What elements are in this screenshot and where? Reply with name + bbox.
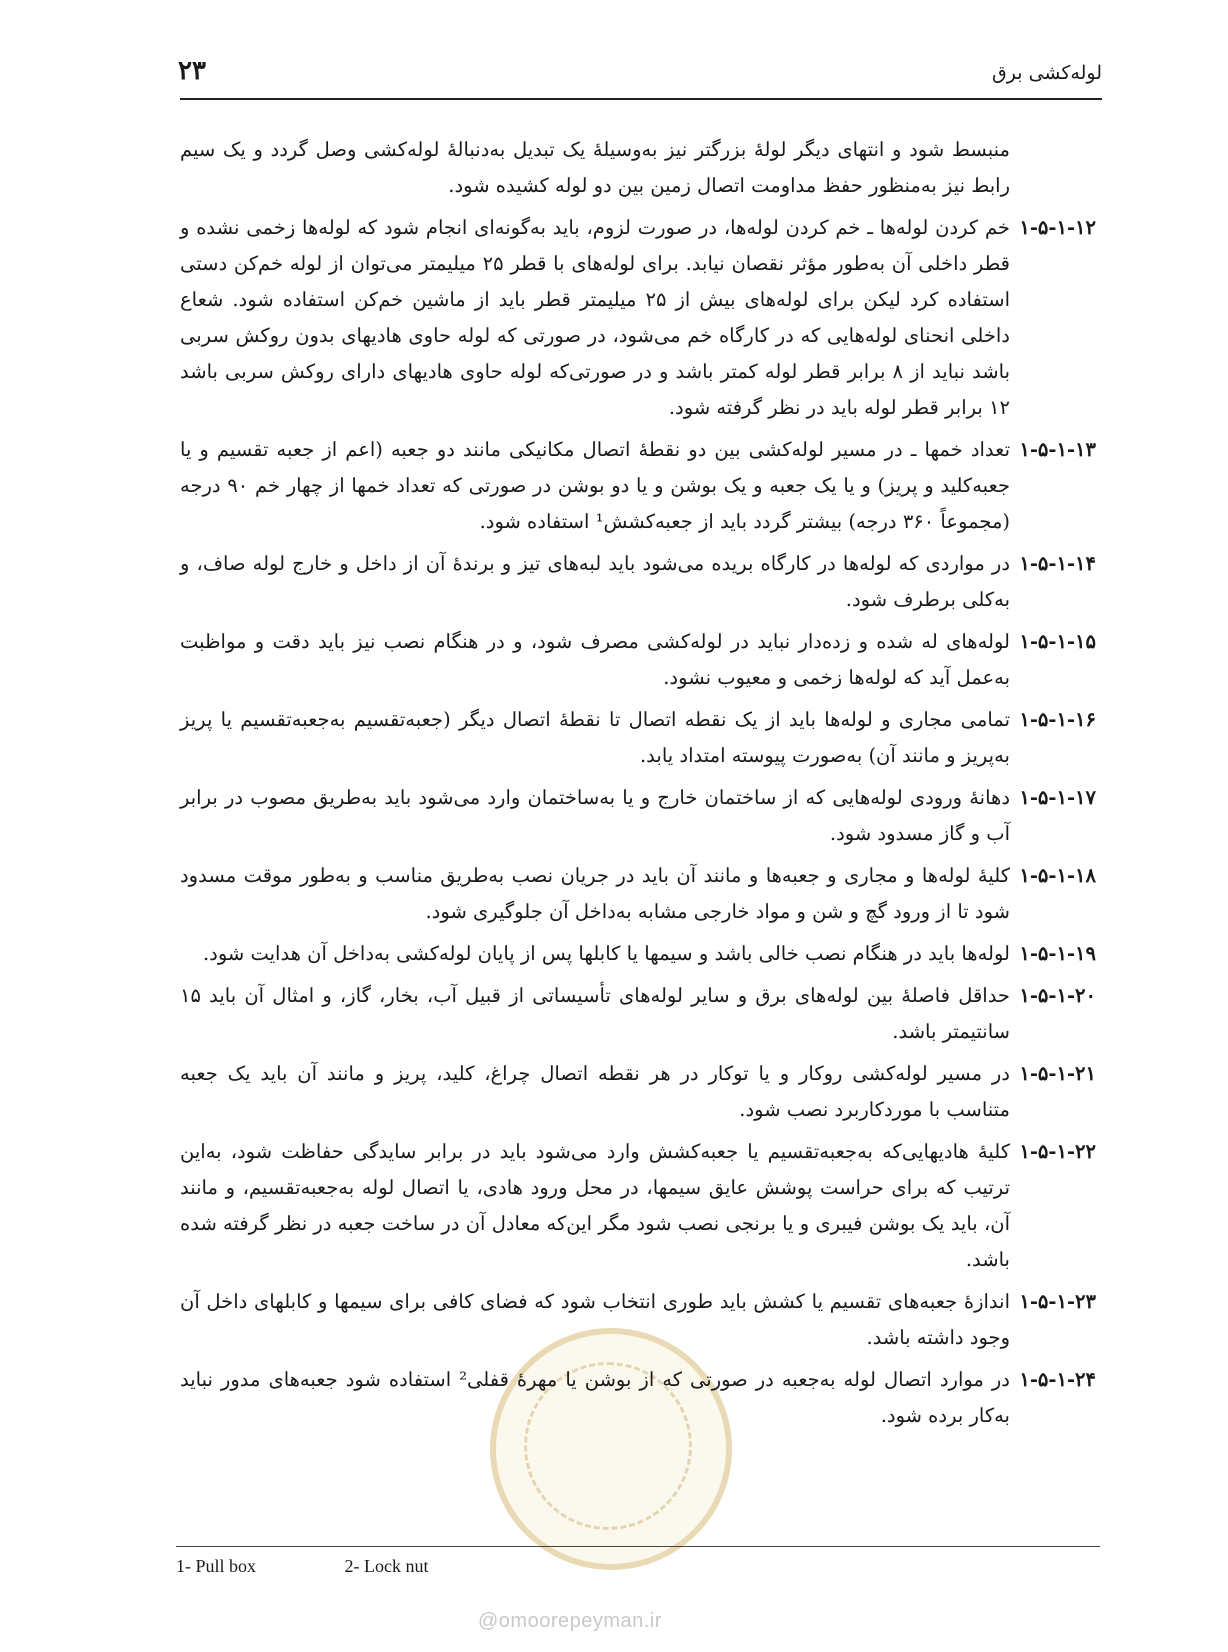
- running-title: لوله‌کشی برق: [992, 62, 1102, 84]
- clause-number: ۱-۵-۱-۱۸: [1019, 864, 1096, 887]
- clause-text: تمامی مجاری و لوله‌ها باید از یک نقطه اتصال تا نقطهٔ اتصال دیگر (جعبه‌تقسیم به‌جعبه‌تقسیم یا پریز به‌پریز و مانند آن) به‌صورت پیوسته امتداد یابد.: [180, 708, 1010, 767]
- clause-paragraph: [180, 1362, 1096, 1434]
- header-rule: [180, 98, 1102, 100]
- page-number: ۲۳: [178, 56, 206, 86]
- clause-number: ۱-۵-۱-۲۲: [1019, 1140, 1096, 1163]
- body-text: [180, 132, 1096, 1524]
- watermark-url: @omoorepeyman.ir: [478, 1610, 662, 1632]
- clause-paragraph: [180, 546, 1096, 618]
- clause-text: در موارد اتصال لوله به‌جعبه در صورتی که از بوشن یا مهرهٔ قفلی² استفاده شود جعبه‌های مدور نباید به‌کار برده شود.: [180, 1368, 1010, 1427]
- clause-text: در مواردی که لوله‌ها در کارگاه بریده می‌شود باید لبه‌های تیز و برندهٔ آن از داخل و خارج لوله صاف، و به‌کلی برطرف شود.: [180, 552, 1010, 611]
- clause-text: کلیهٔ هادیهایی‌که به‌جعبه‌تقسیم یا جعبه‌کشش وارد می‌شود باید در برابر سایدگی حفاظت شود، به‌این ترتیب که برای حراست پوشش عایق سیمها، در محل ورود هادی، یا اتصال لوله به‌جعبه‌تقسیم، و مانند آن، باید یک بوشن فیبری و یا برنجی نصب شود مگر این‌که معادل آن در ساخت جعبه در نظر گرفته شده باشد.: [180, 1140, 1010, 1271]
- continuation-paragraph: منبسط شود و انتهای دیگر لولهٔ بزرگتر نیز به‌وسیلهٔ یک تبدیل به‌دنبالهٔ لوله‌کشی وصل گردد و یک سیم رابط نیز به‌منظور حفظ مداومت اتصال زمین بین دو لوله کشیده شود.: [180, 138, 1010, 197]
- clause-number: ۱-۵-۱-۱۹: [1019, 942, 1096, 965]
- clause-number: ۱-۵-۱-۱۲: [1019, 216, 1096, 239]
- clause-paragraph: [180, 1056, 1096, 1128]
- clause-number: ۱-۵-۱-۱۶: [1019, 708, 1096, 731]
- clause-text: در مسیر لوله‌کشی روکار و یا توکار در هر نقطه اتصال چراغ، کلید، پریز و مانند آن باید یک جعبه متناسب با موردکاربرد نصب شود.: [180, 1062, 1010, 1121]
- clause-text: دهانهٔ ورودی لوله‌هایی که از ساختمان خارج و یا به‌ساختمان وارد می‌شود باید به‌طریق مصوب در برابر آب و گاز مسدود شود.: [180, 786, 1010, 845]
- clause-paragraph: [180, 1284, 1096, 1356]
- clause-paragraph: [180, 210, 1096, 426]
- clause-number: ۱-۵-۱-۲۱: [1019, 1062, 1096, 1085]
- clause-number: ۱-۵-۱-۲۴: [1019, 1368, 1096, 1391]
- clause-paragraph: [180, 1134, 1096, 1278]
- clause-paragraph: [180, 432, 1096, 540]
- clause-text: تعداد خمها ـ در مسیر لوله‌کشی بین دو نقطهٔ اتصال مکانیکی مانند دو جعبه (اعم از جعبه تقسیم و یا جعبه‌کلید و پریز) و یا یک جعبه و یک بوشن و یا دو بوشن در صورتی که تعداد خمها از چهار خم ۹۰ درجه (مجموعاً ۳۶۰ درجه) بیشتر گردد باید از جعبه‌کشش¹ استفاده شود.: [180, 438, 1010, 533]
- clause-text: خم کردن لوله‌ها ـ خم کردن لوله‌ها، در صورت لزوم، باید به‌گونه‌ای انجام شود که لوله‌ها زخمی نشده و قطر داخلی آن به‌طور مؤثر نقصان نیابد. برای لوله‌های با قطر ۲۵ میلیمتر می‌توان از لوله خم‌کن دستی استفاده کرد لیکن برای لوله‌های بیش از ۲۵ میلیمتر قطر باید از ماشین خم‌کن استفاده شود. شعاع داخلی انحنای لوله‌هایی که در کارگاه خم می‌شود، در صورتی که لوله حاوی هادیهای بدون روکش سربی باشد نباید از ۸ برابر قطر لوله کمتر باشد و در صورتی‌که لوله حاوی هادیهای دارای روکش سربی باشد ۱۲ برابر قطر لوله باید در نظر گرفته شود.: [180, 216, 1011, 419]
- clause-paragraph: [180, 624, 1096, 696]
- clause-paragraph: [180, 858, 1096, 930]
- clause-number: ۱-۵-۱-۲۳: [1019, 1290, 1096, 1313]
- footnote-1: 1- Pull box: [176, 1556, 257, 1576]
- page-header: [178, 52, 1102, 100]
- clause-paragraph: [180, 780, 1096, 852]
- clause-number: ۱-۵-۱-۱۵: [1019, 630, 1096, 653]
- clause-paragraph: [180, 702, 1096, 774]
- footnote-2: 2- Lock nut: [344, 1556, 429, 1576]
- paragraph-list: [180, 210, 1096, 1434]
- clause-text: حداقل فاصلهٔ بین لوله‌های برق و سایر لوله‌های تأسیساتی از قبیل آب، بخار، گاز، و امثال آن باید ۱۵ سانتیمتر باشد.: [180, 984, 1010, 1043]
- clause-number: ۱-۵-۱-۱۷: [1019, 786, 1096, 809]
- clause-paragraph: [180, 936, 1096, 972]
- clause-text: لوله‌های له شده و زده‌دار نباید در لوله‌کشی مصرف شود، و در هنگام نصب نیز باید دقت و مواظبت به‌عمل آید که لوله‌ها زخمی و معیوب نشود.: [180, 630, 1010, 689]
- clause-paragraph: [180, 978, 1096, 1050]
- clause-number: ۱-۵-۱-۱۳: [1019, 438, 1096, 461]
- clause-text: اندازهٔ جعبه‌های تقسیم یا کشش باید طوری انتخاب شود که فضای کافی برای سیمها و کابلهای داخل آن وجود داشته باشد.: [180, 1290, 1010, 1349]
- clause-text: کلیهٔ لوله‌ها و مجاری و جعبه‌ها و مانند آن باید در جریان نصب به‌طریق مناسب و به‌طور موقت مسدود شود تا از ورود گچ و شن و مواد خارجی مشابه به‌داخل آن جلوگیری شود.: [180, 864, 1010, 923]
- clause-number: ۱-۵-۱-۱۴: [1019, 552, 1096, 575]
- clause-text: لوله‌ها باید در هنگام نصب خالی باشد و سیمها یا کابلها پس از پایان لوله‌کشی به‌داخل آن هدایت شود.: [202, 942, 1010, 965]
- footnote-rule: [176, 1546, 1100, 1547]
- clause-number: ۱-۵-۱-۲۰: [1019, 984, 1096, 1007]
- footnotes: [176, 1556, 513, 1577]
